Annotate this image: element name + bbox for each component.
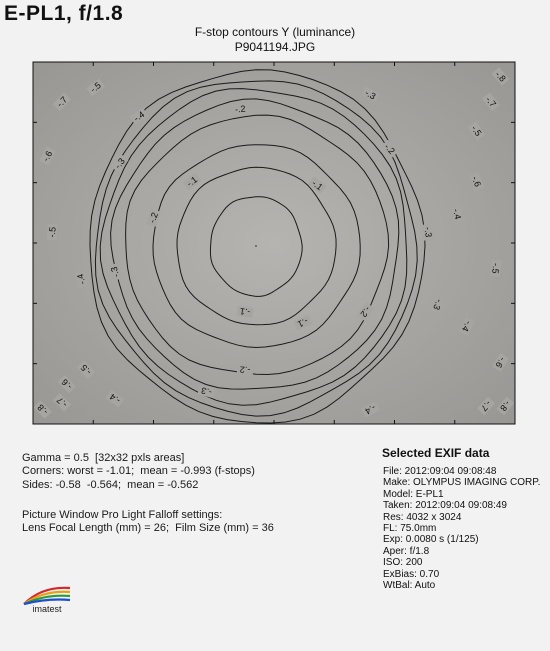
contour-label: -.3 [422, 226, 434, 238]
contour-label: -.3 [431, 297, 445, 312]
contour-label: -.3 [108, 265, 122, 279]
contour-label: -.4 [75, 272, 88, 286]
contour-label: -.5 [469, 123, 484, 138]
contour-label: -.7 [54, 94, 70, 110]
exif-row-taken: Taken: 2012:09:04 09:08:49 [383, 500, 507, 512]
exif-title: Selected EXIF data [382, 446, 490, 460]
chart-title [0, 25, 550, 55]
contour-label: -.5 [78, 362, 94, 377]
exif-list [383, 466, 550, 591]
contour-plot [0, 58, 550, 428]
contour-label: -.5 [88, 80, 103, 95]
contour-label: -.4 [131, 109, 147, 124]
corners-text: Corners: worst = -1.01; mean = -0.993 (f-stops) [22, 465, 255, 477]
center-mark [255, 245, 257, 247]
contour-label: -.6 [493, 355, 508, 370]
contour-label: -.7 [478, 398, 494, 414]
gamma-text: Gamma = 0.5 [32x32 pxls areas] [22, 452, 185, 464]
contour-label: -.3 [363, 87, 378, 102]
contour-label: -.2 [234, 103, 246, 115]
contour-label: -.1 [239, 306, 251, 318]
imatest-logo-text: imatest [32, 604, 62, 614]
contour-label: -.4 [363, 402, 378, 417]
exif-row-exp: Exp: 0.0080 s (1/125) [383, 534, 479, 546]
exif-row-make: Make: OLYMPUS IMAGING CORP. [383, 477, 541, 489]
contour-label: -.5 [490, 262, 502, 275]
settings-title: Picture Window Pro Light Falloff settings: [22, 509, 223, 521]
contour-label: -.5 [46, 226, 58, 238]
exif-row-aper: Aper: f/1.8 [383, 545, 430, 557]
contour-label: -.3 [112, 156, 127, 171]
contour-label: -.2 [147, 211, 160, 225]
contour-label: -.1 [296, 315, 310, 330]
contour-label: -.7 [483, 94, 499, 110]
exif-row-model: Model: E-PL1 [383, 488, 444, 500]
exif-row-iso: ISO: 200 [383, 557, 423, 569]
contour-label: -.8 [493, 69, 508, 84]
chart-subtitle-text: P9041194.JPG [234, 40, 316, 54]
contour-label: -.2 [358, 304, 373, 320]
page-title: E-PL1, f/1.8 [4, 2, 124, 25]
sides-text: Sides: -0.58 -0.564; mean = -0.562 [22, 479, 199, 491]
contour-label: -.2 [382, 141, 397, 157]
exif-row-exbias: ExBias: 0.70 [383, 568, 440, 580]
contour-label: -.8 [498, 398, 513, 414]
contour-label: -.4 [107, 391, 123, 406]
contour-label: -.1 [184, 174, 200, 189]
imatest-logo-icon [22, 584, 72, 606]
contour-label: -.2 [239, 364, 251, 376]
contour-label: -.6 [59, 376, 74, 392]
chart-title-text: F-stop contours Y (luminance) [194, 25, 356, 39]
contour-label: -.4 [451, 207, 464, 221]
settings-values: Lens Focal Length (mm) = 26; Film Size (mm) = 36 [22, 522, 274, 534]
contour-label: -.8 [35, 402, 50, 417]
imatest-logo [22, 584, 72, 616]
exif-row-file: File: 2012:09:04 09:08:48 [383, 466, 497, 477]
contour-label: -.3 [200, 385, 213, 398]
contour-label: -.7 [54, 395, 70, 410]
contour-label: -.6 [40, 149, 55, 164]
exif-row-wtbal: WtBal: Auto [383, 580, 436, 592]
contour-label: -.6 [469, 174, 483, 189]
exif-row-res: Res: 4032 x 3024 [383, 511, 462, 523]
contour-label: -.1 [310, 177, 325, 193]
exif-row-fl: FL: 75.0mm [383, 523, 437, 535]
contour-label: -.4 [459, 319, 474, 334]
